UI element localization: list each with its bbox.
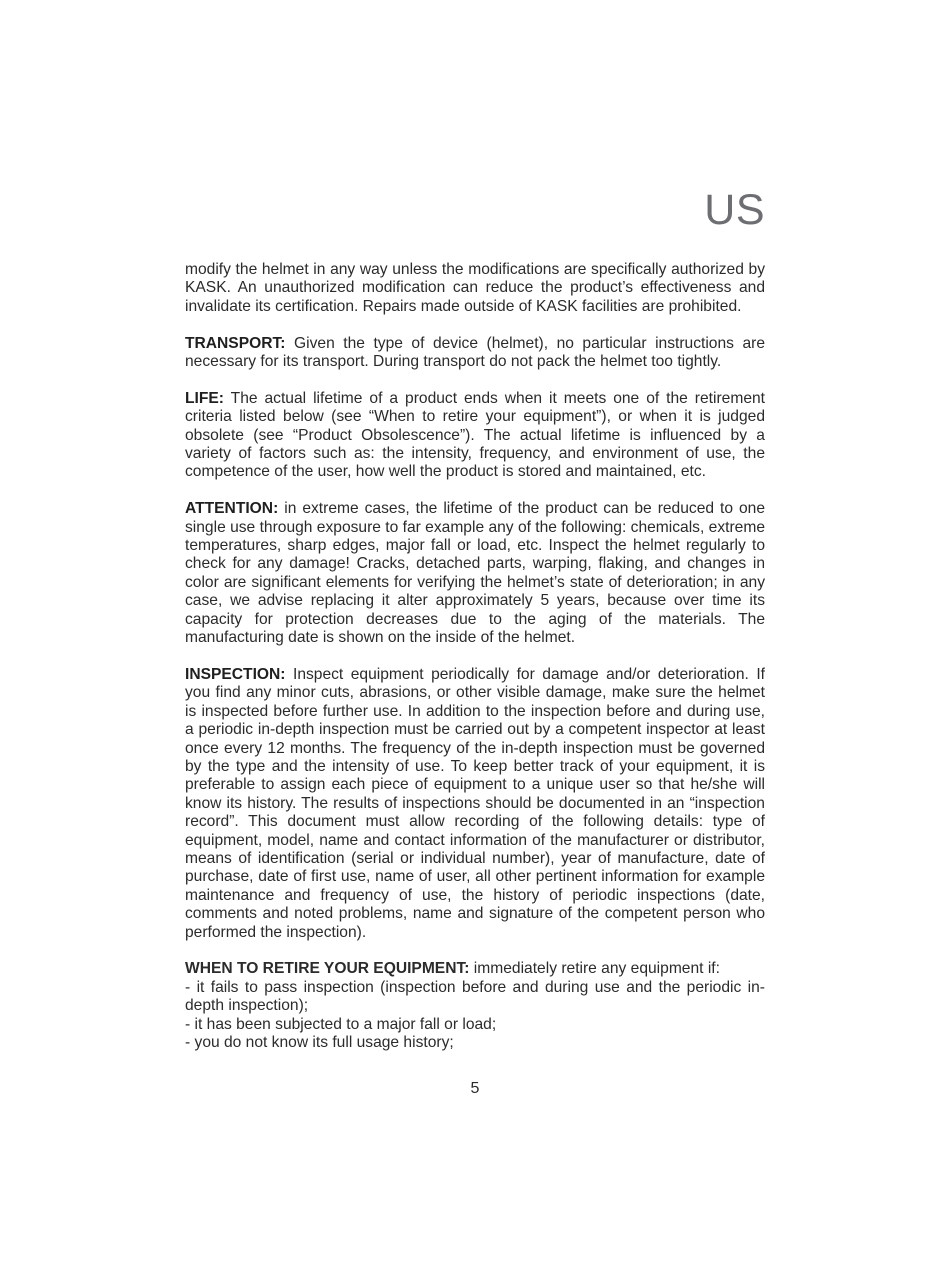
life-heading: LIFE: — [185, 389, 224, 407]
retire-criteria-list — [185, 979, 765, 1053]
retire-intro — [185, 960, 765, 978]
paragraph-life — [185, 390, 765, 482]
transport-heading: TRANSPORT: — [185, 334, 286, 352]
retire-text: immediately retire any equipment if: — [469, 960, 720, 978]
document-body — [185, 261, 765, 1052]
paragraph-attention — [185, 500, 765, 647]
list-item: - you do not know its full usage history; — [185, 1033, 454, 1051]
list-item: - it fails to pass inspection (inspection before and during use and the periodic in-depth inspection); — [185, 978, 765, 1015]
paragraph-transport — [185, 335, 765, 372]
inspection-text: Inspect equipment periodically for damage and/or deterioration. If you find any minor cuts, abrasions, or other visible damage, make sure the helmet is inspected before further use. In addition to the inspection before and during use, a periodic in-depth inspection must be carried out by a competent inspector at least once every 12 months. The frequency of the in-depth inspection must be governed by the type and the intensity of use. To keep better track of your equipment, it is preferable to assign each piece of equipment to a unique user so that he/she will know its history. The results of inspections should be documented in an “inspection record”. This document must allow recording of the following details: type of equipment, model, name and contact information of the manufacturer or distributor, means of identification (serial or individual number), year of manufacture, date of purchase, date of first use, name of user, all other pertinent information for example maintenance and frequency of use, the history of periodic inspections (date, comments and noted problems, name and signature of the competent person who performed the inspection). — [185, 665, 765, 941]
language-code: US — [704, 186, 765, 234]
list-item: - it has been subjected to a major fall or load; — [185, 1015, 497, 1033]
life-text: The actual lifetime of a product ends when it meets one of the retirement criteria listed below (see “When to retire your equipment”), or when it is judged obsolete (see “Product Obsolescence”). The actual lifetime is influenced by a variety of factors such as: the intensity, frequency, and environment of use, the competence of the user, how well the product is stored and maintained, etc. — [185, 389, 765, 481]
paragraph-intro — [185, 261, 765, 316]
retire-heading: WHEN TO RETIRE YOUR EQUIPMENT: — [185, 960, 470, 978]
inspection-heading: INSPECTION: — [185, 665, 286, 683]
page-number: 5 — [470, 1080, 480, 1097]
attention-text: in extreme cases, the lifetime of the product can be reduced to one single use through exposure to far example any of the following: chemicals, extreme temperatures, sharp edges, major fall or load, etc. Inspect the helmet regularly to check for any damage! Cracks, detached parts, warping, flaking, and changes in color are significant elements for verifying the helmet’s state of deterioration; in any case, we advise replacing it alter approximately 5 years, because over time its capacity for protection decreases due to the aging of the materials. The manufacturing date is shown on the inside of the helmet. — [185, 500, 765, 647]
attention-heading: ATTENTION: — [185, 500, 279, 518]
paragraph-intro-text: modify the helmet in any way unless the modifications are specifically authorized by KASK. An unauthorized modification can reduce the product’s effectiveness and invalidate its certification. Repairs made outside of KASK facilities are prohibited. — [185, 261, 765, 315]
section-retire — [185, 960, 765, 1052]
transport-text: Given the type of device (helmet), no particular instructions are necessary for its transport. During transport do not pack the helmet too tightly. — [185, 334, 765, 371]
paragraph-inspection — [185, 666, 765, 942]
